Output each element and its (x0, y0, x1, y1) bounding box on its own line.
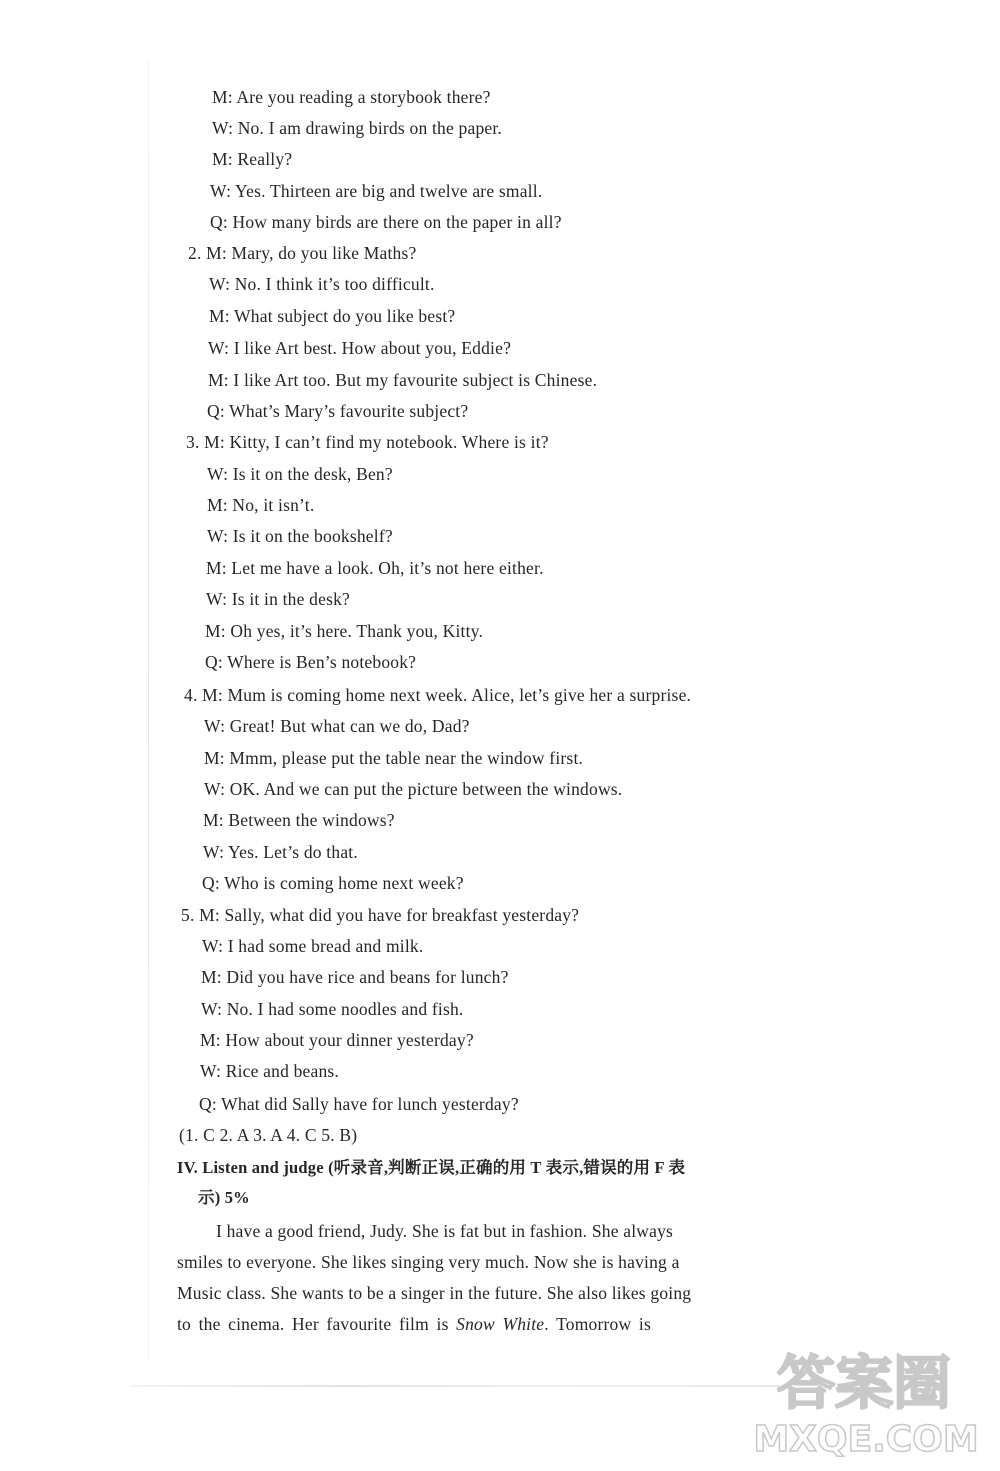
line-14: M: No, it isn’t. (207, 495, 315, 515)
line-8: M: What subject do you like best? (209, 306, 456, 326)
line-28: W: I had some bread and milk. (202, 936, 424, 956)
line-26: Q: Who is coming home next week? (202, 873, 464, 893)
film-title: Snow White (456, 1314, 545, 1334)
line-5: Q: How many birds are there on the paper in all? (210, 212, 562, 232)
line-29: M: Did you have rice and beans for lunch? (201, 967, 509, 987)
line-21: W: Great! But what can we do, Dad? (204, 716, 470, 736)
line-6: 2. M: Mary, do you like Maths? (188, 243, 417, 263)
line-20: 4. M: Mum is coming home next week. Alice, let’s give her a surprise. (184, 685, 692, 705)
line-4: W: Yes. Thirteen are big and twelve are small. (210, 181, 543, 201)
line-11: Q: What’s Mary’s favourite subject? (207, 401, 469, 421)
line-18: M: Oh yes, it’s here. Thank you, Kitty. (205, 621, 484, 641)
line-27: 5. M: Sally, what did you have for breakfast yesterday? (181, 905, 580, 925)
line-12: 3. M: Kitty, I can’t find my notebook. Where is it? (186, 432, 549, 452)
line-22: M: Mmm, please put the table near the window first. (204, 748, 584, 768)
watermark-url: MXQE.COM (753, 1419, 979, 1460)
passage-line-3: Music class. She wants to be a singer in the future. She also likes going (177, 1283, 692, 1303)
line-19: Q: Where is Ben’s notebook? (205, 652, 417, 672)
line-15: W: Is it on the bookshelf? (207, 526, 393, 546)
passage-line-4-start: to the cinema. Her favourite film is (177, 1314, 457, 1334)
line-13: W: Is it on the desk, Ben? (207, 464, 393, 484)
section-heading-line-1: IV. Listen and judge (听录音,判断正误,正确的用 T 表示,错误的用 F 表 (177, 1158, 686, 1177)
line-33: Q: What did Sally have for lunch yesterday? (199, 1094, 519, 1114)
line-3: M: Really? (212, 149, 293, 169)
passage-line-2: smiles to everyone. She likes singing very much. Now she is having a (177, 1252, 680, 1272)
line-32: W: Rice and beans. (200, 1061, 340, 1081)
passage-line-1: I have a good friend, Judy. She is fat but in fashion. She always (216, 1221, 674, 1241)
line-17: W: Is it in the desk? (206, 589, 351, 609)
line-30: W: No. I had some noodles and fish. (201, 999, 464, 1019)
line-2: W: No. I am drawing birds on the paper. (212, 118, 502, 138)
line-1: M: Are you reading a storybook there? (212, 87, 491, 107)
answer-key: (1. C 2. A 3. A 4. C 5. B) (179, 1125, 358, 1145)
bottom-rule (130, 1385, 780, 1387)
section-heading-line-2: 示) 5% (198, 1188, 250, 1207)
passage-line-4 (177, 1313, 651, 1335)
line-7: W: No. I think it’s too difficult. (209, 274, 435, 294)
line-9: W: I like Art best. How about you, Eddie? (208, 338, 512, 358)
line-31: M: How about your dinner yesterday? (200, 1030, 474, 1050)
line-25: W: Yes. Let’s do that. (203, 842, 358, 862)
binding-margin-line (148, 60, 149, 1360)
line-24: M: Between the windows? (203, 810, 395, 830)
line-23: W: OK. And we can put the picture between the windows. (204, 779, 623, 799)
passage-line-4-end: . Tomorrow is (544, 1314, 651, 1334)
line-16: M: Let me have a look. Oh, it’s not here either. (206, 558, 544, 578)
line-10: M: I like Art too. But my favourite subject is Chinese. (208, 370, 598, 390)
watermark-main-text: 答案圈 (776, 1349, 952, 1417)
watermark-logo (746, 1333, 986, 1463)
